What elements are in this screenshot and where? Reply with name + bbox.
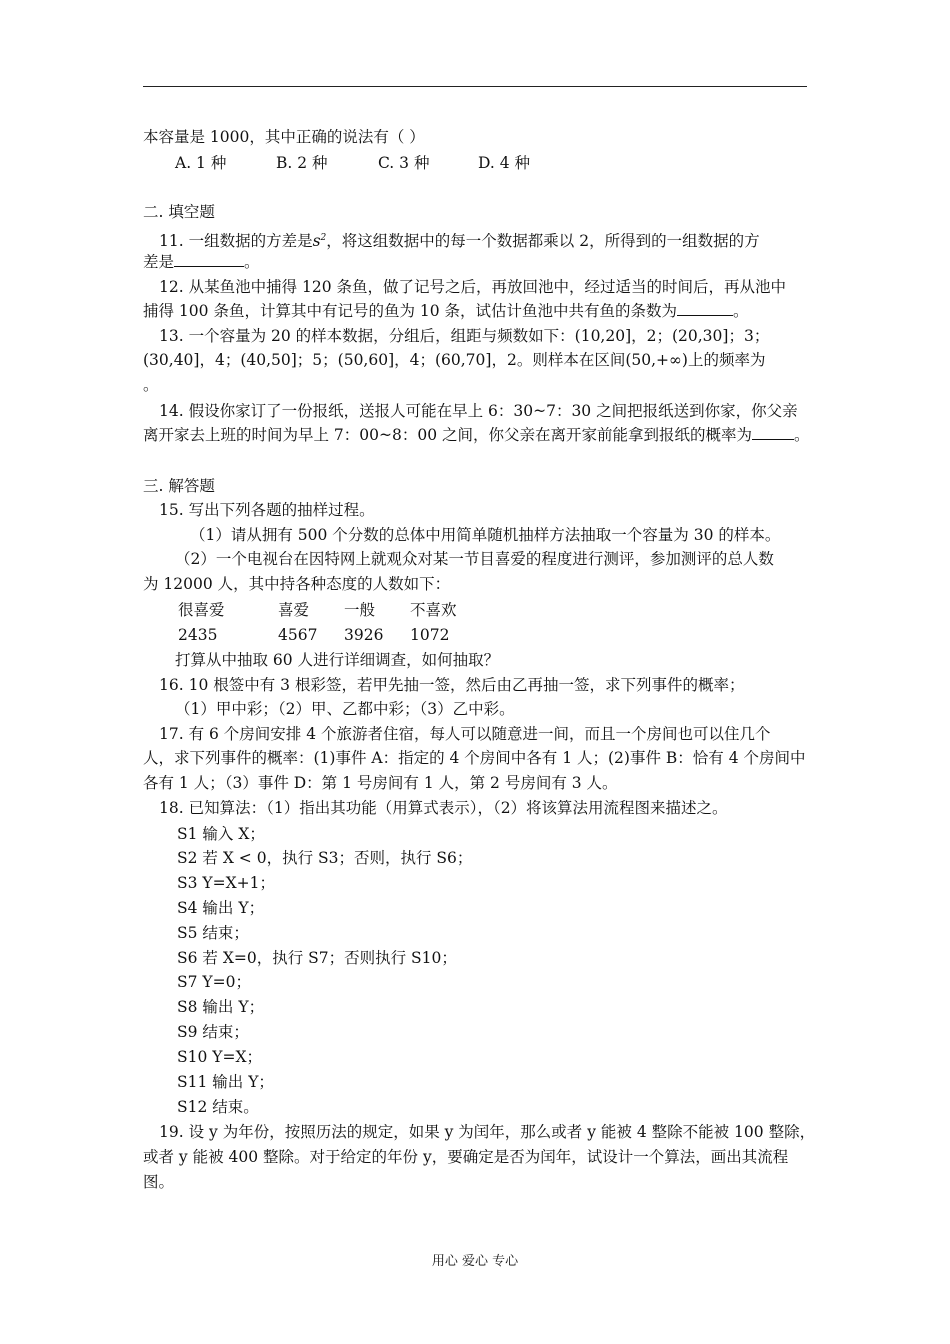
q14-text-c: 。 xyxy=(794,426,810,444)
algorithm-step: S12 结束。 xyxy=(177,1098,259,1116)
algorithm-step: S9 结束； xyxy=(177,1023,249,1041)
q13-line-2: (30,40]，4；(40,50]；5；(50,60]，4；(60,70]，2。则样本在区间(50,+∞)上的频率为 xyxy=(143,351,766,369)
q16-line-2: （1）甲中彩；（2）甲、乙都中彩；（3）乙中彩。 xyxy=(175,700,515,718)
answer-blank xyxy=(174,252,244,267)
table-header-cell: 一般 xyxy=(344,601,376,619)
choice-a: A. 1 种 xyxy=(175,154,227,172)
q13-line-1: 13. 一个容量为 20 的样本数据，分组后，组距与频数如下：(10,20]，2；(20,30]；3； xyxy=(159,327,770,345)
q11-text-b: ，将这组数据中的每一个数据都乘以 2，所得到的一组数据的方 xyxy=(326,232,760,251)
algorithm-step: S7 Y=0； xyxy=(177,973,251,991)
q17-line-3: 各有 1 人；（3）事件 D：第 1 号房间有 1 人，第 2 号房间有 3 人。 xyxy=(143,774,618,792)
table-value-cell: 2435 xyxy=(178,626,218,644)
q15-part-2-line-1: （2）一个电视台在因特网上就观众对某一节目喜爱的程度进行测评，参加测评的总人数 xyxy=(175,550,774,568)
q11-line-1 xyxy=(159,228,760,251)
q12-line-2 xyxy=(143,301,749,321)
table-header-cell: 很喜爱 xyxy=(178,601,225,619)
algorithm-step: S8 输出 Y； xyxy=(177,998,265,1016)
q15-part-2-line-2: 为 12000 人，其中持各种态度的人数如下： xyxy=(143,575,451,593)
table-header-cell: 喜爱 xyxy=(278,601,310,619)
q19-line-1: 19. 设 y 为年份，按照历法的规定，如果 y 为闰年，那么或者 y 能被 4 整除不能被 100 整除， xyxy=(159,1123,816,1141)
choice-c: C. 3 种 xyxy=(378,154,430,172)
q14-text-b: 离开家去上班的时间为早上 7：00~8：00 之间，你父亲在离开家前能拿到报纸的概率为 xyxy=(143,426,753,444)
q18-line: 18. 已知算法：（1）指出其功能（用算式表示），（2）将该算法用流程图来描述之。 xyxy=(159,799,728,817)
algorithm-step: S6 若 X=0，执行 S7；否则执行 S10； xyxy=(177,949,457,967)
algorithm-step: S1 输入 X； xyxy=(177,825,265,843)
table-value-cell: 4567 xyxy=(278,626,318,644)
choice-d: D. 4 种 xyxy=(478,154,531,172)
page-footer: 用心 爱心 专心 xyxy=(431,1254,519,1269)
q11-text-d: 。 xyxy=(244,253,260,271)
q17-line-2: 人，求下列事件的概率：(1)事件 A：指定的 4 个房间中各有 1 人；(2)事件 B：恰有 4 个房间中 xyxy=(143,749,806,767)
q14-line-2 xyxy=(143,425,810,445)
choice-b: B. 2 种 xyxy=(276,154,328,172)
section-3-heading: 三. 解答题 xyxy=(143,477,215,495)
attitude-table-values xyxy=(178,625,480,645)
q11-text-c: 差是 xyxy=(143,253,175,271)
answer-blank xyxy=(677,301,733,316)
algorithm-step: S2 若 X < 0，执行 S3；否则，执行 S6； xyxy=(177,849,473,867)
q11-line-2 xyxy=(143,252,260,272)
q11-text-a: 11. 一组数据的方差是 xyxy=(159,232,313,251)
q15-line: 15. 写出下列各题的抽样过程。 xyxy=(159,501,375,519)
section-2-heading: 二. 填空题 xyxy=(143,203,215,221)
algorithm-step: S4 输出 Y； xyxy=(177,899,265,917)
variance-var: s xyxy=(312,232,321,251)
header-rule xyxy=(143,86,807,87)
variance-symbol xyxy=(313,232,327,250)
q12-text-c: 。 xyxy=(733,302,749,320)
q17-line-1: 17. 有 6 个房间安排 4 个旅游者住宿，每人可以随意进一间，而且一个房间也可以住几个 xyxy=(159,725,771,743)
variance-exp: 2 xyxy=(320,233,327,243)
table-header-cell: 不喜欢 xyxy=(410,601,457,619)
answer-blank xyxy=(752,425,794,440)
q14-line-1: 14. 假设你家订了一份报纸，送报人可能在早上 6：30~7：30 之间把报纸送到你家，你父亲 xyxy=(159,402,798,420)
q19-line-2: 或者 y 能被 400 整除。对于给定的年份 y，要确定是否为闰年，试设计一个算法，画出其流程 xyxy=(143,1148,789,1166)
q15-part-3: 打算从中抽取 60 人进行详细调查，如何抽取？ xyxy=(175,651,500,669)
q19-line-3: 图。 xyxy=(143,1173,175,1191)
algorithm-step: S5 结束； xyxy=(177,924,249,942)
table-value-cell: 1072 xyxy=(410,626,450,644)
q10-tail: 本容量是 1000，其中正确的说法有（ ） xyxy=(143,128,425,146)
q16-line-1: 16. 10 根签中有 3 根彩签，若甲先抽一签，然后由乙再抽一签，求下列事件的概率； xyxy=(159,676,745,694)
q12-text-b: 捕得 100 条鱼，计算其中有记号的鱼为 10 条，试估计鱼池中共有鱼的条数为 xyxy=(143,302,678,320)
table-value-cell: 3926 xyxy=(344,626,384,644)
q15-part-1: （1）请从拥有 500 个分数的总体中用简单随机抽样方法抽取一个容量为 30 的样本。 xyxy=(190,526,781,544)
q13-line-3: 。 xyxy=(143,376,159,394)
algorithm-step: S11 输出 Y； xyxy=(177,1073,274,1091)
q12-line-1: 12. 从某鱼池中捕得 120 条鱼，做了记号之后，再放回池中，经过适当的时间后，再从池中 xyxy=(159,278,787,296)
algorithm-step: S3 Y=X+1； xyxy=(177,874,276,892)
attitude-table-header xyxy=(178,600,480,620)
algorithm-step: S10 Y=X； xyxy=(177,1048,263,1066)
